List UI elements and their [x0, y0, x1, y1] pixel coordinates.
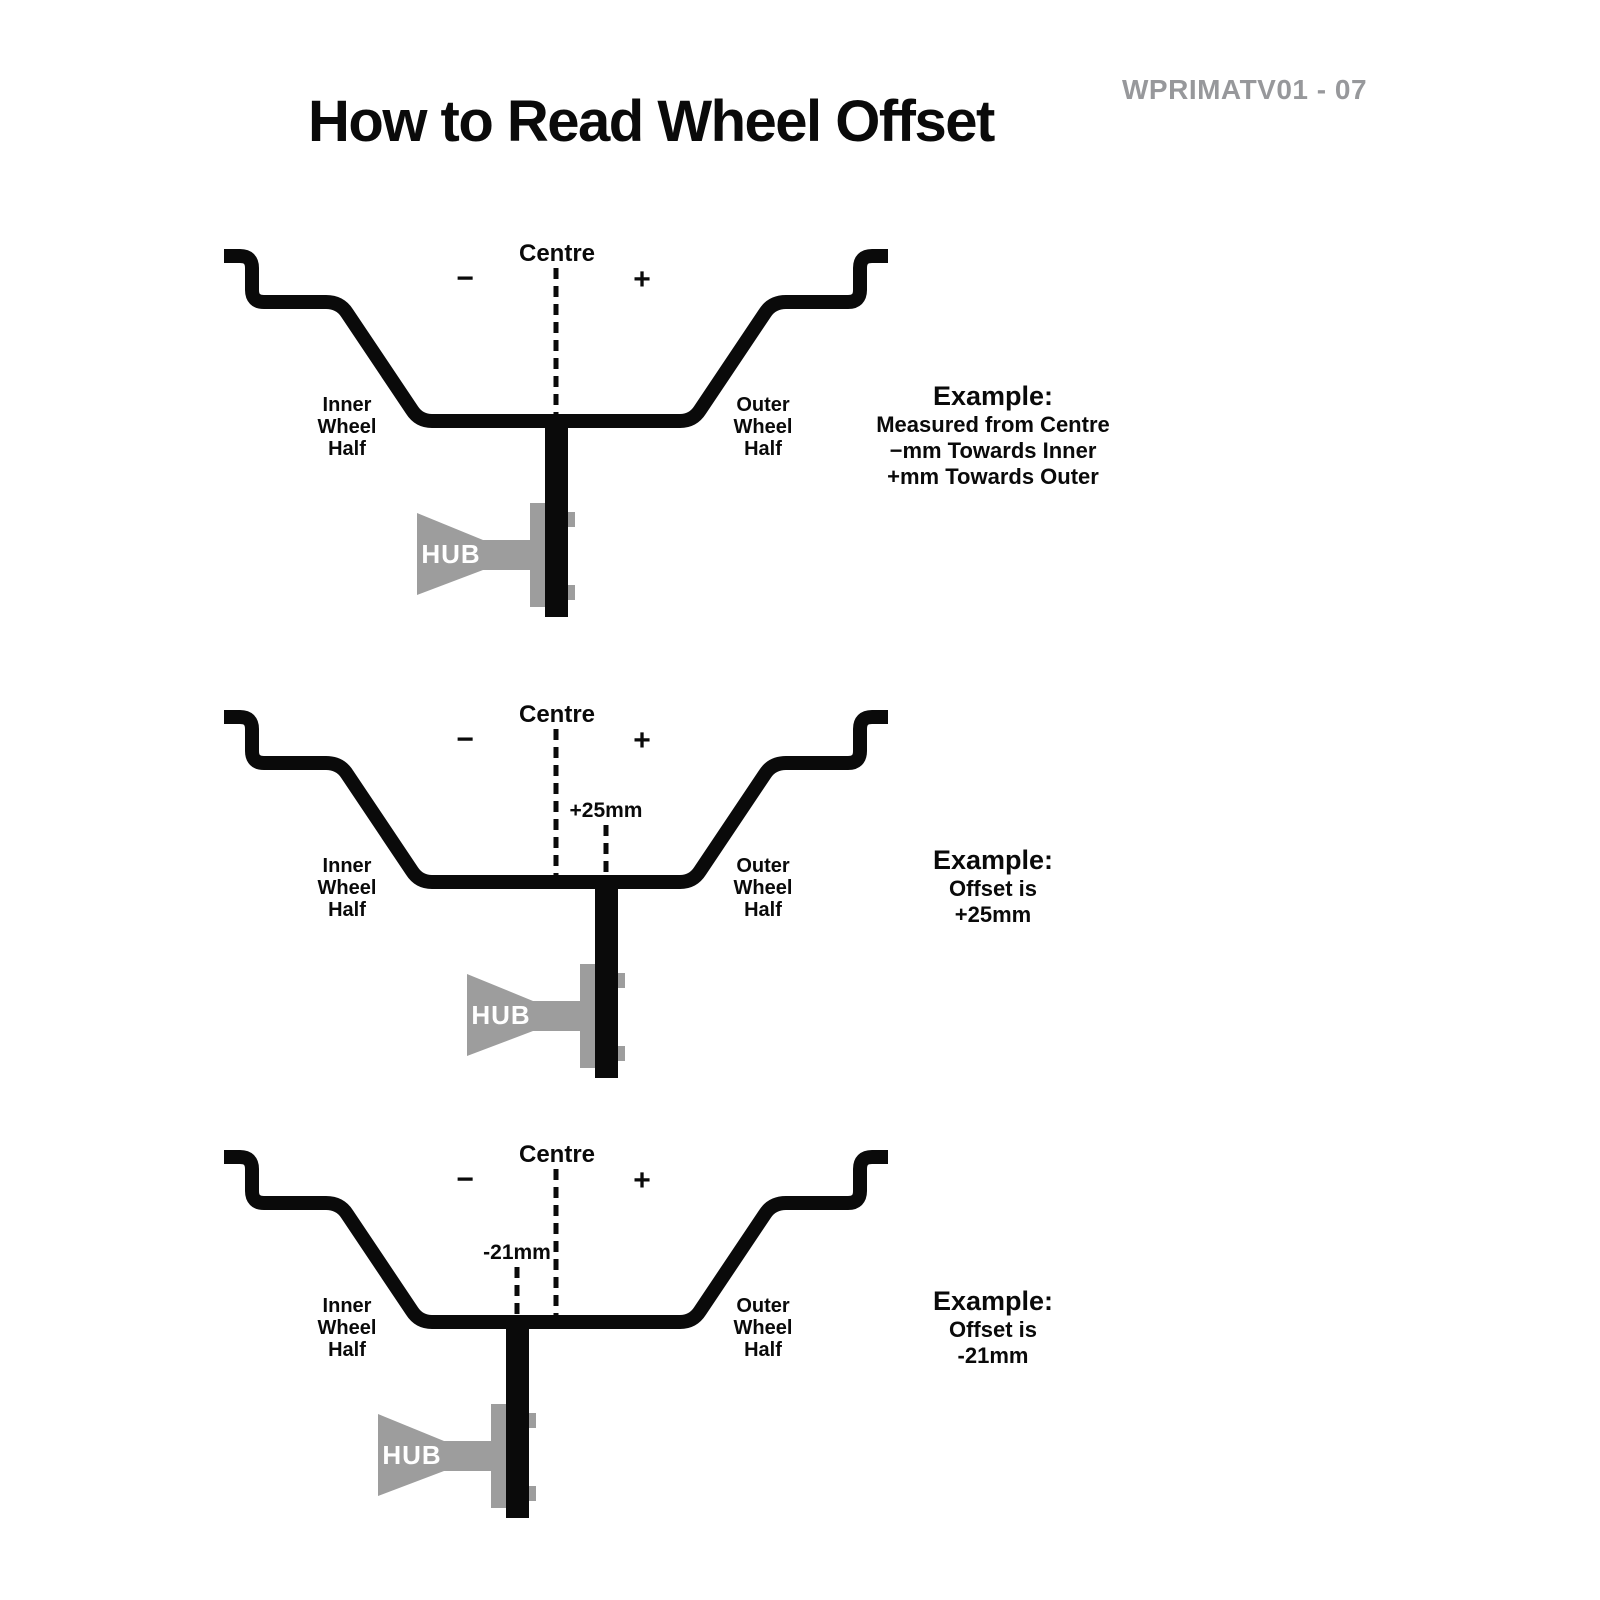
example-line: -21mm — [957, 1343, 1029, 1368]
svg-text:Inner: Inner — [322, 394, 372, 416]
inner-wheel-half-label — [318, 394, 377, 460]
wheel-mounting-face-bar — [506, 1317, 529, 1518]
page-title: How to Read Wheel Offset — [308, 89, 994, 154]
example-heading: Example: — [932, 1286, 1054, 1316]
svg-text:Wheel: Wheel — [733, 1317, 793, 1339]
svg-text:Wheel: Wheel — [317, 877, 377, 899]
inner-wheel-half-label — [318, 1295, 377, 1361]
svg-text:Wheel: Wheel — [733, 416, 793, 438]
plus-sign: + — [633, 263, 651, 296]
hub-shaft — [444, 1441, 492, 1471]
svg-text:Wheel: Wheel — [733, 877, 793, 899]
hub-mounting-plate — [580, 964, 597, 1068]
svg-text:Inner: Inner — [322, 1295, 372, 1317]
hub-stud-bottom — [617, 1046, 625, 1061]
example-line: +mm Towards Outer — [887, 464, 1099, 489]
minus-sign: − — [456, 262, 474, 295]
hub-assembly — [378, 1241, 551, 1518]
svg-text:Half: Half — [744, 438, 782, 460]
example-heading: Example: — [932, 381, 1054, 411]
document-code: WPRIMATV01 - 07 — [1122, 74, 1368, 105]
hub-mounting-plate — [491, 1404, 508, 1508]
example-block-positive-offset — [793, 845, 1193, 928]
svg-text:Inner: Inner — [322, 855, 372, 877]
outer-wheel-half-label — [734, 394, 793, 460]
svg-text:Half: Half — [328, 899, 366, 921]
offset-value-label: -21mm — [483, 1241, 551, 1264]
minus-sign: − — [456, 1163, 474, 1196]
hub-stud-top — [528, 1413, 536, 1428]
svg-text:Outer: Outer — [736, 855, 790, 877]
example-line: Measured from Centre — [876, 412, 1110, 437]
outer-wheel-half-label — [734, 855, 793, 921]
centre-label: Centre — [518, 240, 596, 267]
inner-wheel-half-label — [318, 855, 377, 921]
hub-label: HUB — [382, 1440, 442, 1470]
hub-assembly — [417, 416, 575, 617]
hub-shaft — [533, 1001, 581, 1031]
hub-stud-top — [617, 973, 625, 988]
svg-text:Wheel: Wheel — [317, 416, 377, 438]
hub-label: HUB — [421, 539, 481, 569]
svg-text:Outer: Outer — [736, 1295, 790, 1317]
svg-text:Half: Half — [744, 899, 782, 921]
outer-wheel-half-label — [734, 1295, 793, 1361]
example-line: +25mm — [954, 902, 1032, 927]
hub-stud-bottom — [528, 1486, 536, 1501]
svg-text:Wheel: Wheel — [317, 1317, 377, 1339]
wheel-mounting-face-bar — [595, 877, 618, 1078]
plus-sign: + — [633, 1164, 651, 1197]
hub-stud-bottom — [567, 585, 575, 600]
hub-mounting-plate — [530, 503, 547, 607]
svg-text:Half: Half — [328, 438, 366, 460]
example-line: −mm Towards Inner — [889, 438, 1097, 463]
minus-sign: − — [456, 723, 474, 756]
example-line: Offset is — [948, 876, 1038, 901]
centre-label: Centre — [518, 701, 596, 728]
centre-label: Centre — [518, 1141, 596, 1168]
hub-stud-top — [567, 512, 575, 527]
hub-label: HUB — [471, 1000, 531, 1030]
svg-text:Outer: Outer — [736, 394, 790, 416]
example-block-negative-offset — [793, 1286, 1193, 1369]
svg-text:Half: Half — [328, 1339, 366, 1361]
plus-sign: + — [633, 724, 651, 757]
offset-value-label: +25mm — [569, 799, 643, 822]
wheel-mounting-face-bar — [545, 416, 568, 617]
example-heading: Example: — [932, 845, 1054, 875]
example-line: Offset is — [948, 1317, 1038, 1342]
svg-text:Half: Half — [744, 1339, 782, 1361]
hub-shaft — [483, 540, 531, 570]
example-block-zero-offset — [793, 381, 1193, 490]
